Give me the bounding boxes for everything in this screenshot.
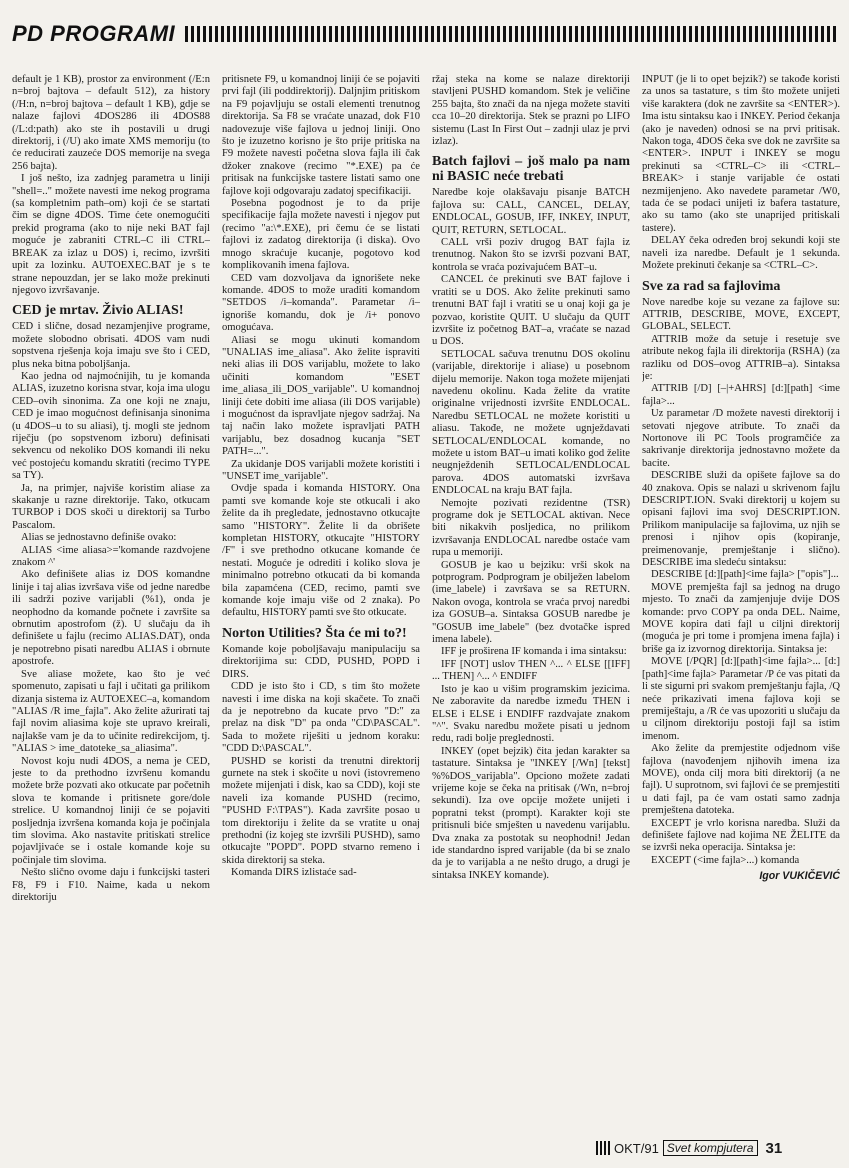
page-number: 31 <box>765 1139 783 1157</box>
syntax-line: IFF [NOT] uslov THEN ^... ^ ELSE [[IFF] ... THEN] ^... ^ ENDIFF <box>432 658 630 683</box>
paragraph: EXCEPT je vrlo korisna naredba. Služi da definišete fajlove nad kojima NE ŽELITE da se izvrši neka operacija. Sintaksa je: <box>642 817 840 854</box>
paragraph: IFF je proširena IF komanda i ima sintaksu: <box>441 646 627 658</box>
paragraph: Ako želite da premjestite odjednom više fajlova (navođenjem njihovih imena iza MOVE), onda cilj mora biti direktorij (a ne fajl). U suprotnom, svi fajlovi će se premjestiti u dati fajl, pa će vam ostati samo zadnja premještena datoteka. <box>642 743 840 817</box>
article-body <box>12 74 840 1124</box>
paragraph: Komande koje poboljšavaju manipulaciju sa direktorijima su: CDD, PUSHD, POPD i DIRS. <box>222 643 420 680</box>
syntax-line: DESCRIBE [d:][path]<ime fajla> ["opis"]... <box>651 569 839 581</box>
subheading: CED je mrtav. Živio ALIAS! <box>12 303 184 319</box>
paragraph: DESCRIBE služi da opišete fajlove sa do 40 znakova. Opis se nalazi u skrivenom fajlu DESCRIPT.ION. Svaki direktorij u kojem su opisani fajlovi ima svoj DESCRIPT.ION. Prilikom manipulacije sa fajlovima, uz njih se prenosi i njihov opis (kopiranje, preimenovanje, premještanje i slično). DESCRIBE ima sledeću sintaksu: <box>642 470 840 569</box>
magazine-name: Svet kompjutera <box>663 1140 758 1156</box>
page-header <box>12 14 838 54</box>
paragraph: pritisnete F9, u komandnoj liniji će se pojaviti prvi fajl (ili poddirektorij). Daljnjim pritiskom na F9 pojavljuju se ostali elementi trenutnog direktorija. Sa F8 se vraćate unazad, dok F10 nadovezuje više fajlova u jednoj liniji. Ono što je izuzetno korisno je što prije pritiska na F9 možete navesti početna slova fajla ili čak džoker znakove (recimo "*.EXE) pa će pritisak na funkcijske tastere listati samo one fajlove koji odgovaraju zadatoj specifikaciji. <box>222 74 420 197</box>
paragraph: Nemojte pozivati rezidentne (TSR) programe dok je SETLOCAL aktivan. Nece biti nikakvih posljedica, no prilikom izvršavanja ENDLOCAL naredbe ostaće vam rupa u memoriji. <box>432 497 630 559</box>
paragraph: Ovdje spada i komanda HISTORY. Ona pamti sve komande koje ste otkucali i ako želite da ih pregledate, jednostavno otkucajte samo "HISTORY". Želite li da obrišete kompletan HISTORY, otkucajte "HISTORY /F" i sve prethodno otkucane komande će nestati. Moguće je odrediti i koliko slova je minimalno potrebno otkucati da bi komanda bila zapamćena (CED, recimo, pamti sve komande koje imaju više od 2 znaka). Po defaultu, HISTORY pamti sve što otkucate. <box>222 483 420 619</box>
syntax-line: MOVE [/PQR] [d:][path]<ime fajla>... [d:][path]<ime fajla> Parametar /P će vas pitati da li ste sigurni pri svakom premještanju fajla, /Q neće prikazivati imena fajlova koji se premiještaju, a /R će vas upozoriti u slučaju da u ciljnom direktoriju postoji fajl sa istim imenom. <box>642 656 840 742</box>
paragraph: ržaj steka na kome se nalaze direktoriji stavljeni PUSHD komandom. Stek je veličine 255 bajta, što znači da na njega možete staviti cca 10–20 direktorija. Stek se prazni po LIFO sistemu (Last In First Out – zadnji ulaz je prvi izlaz). <box>432 74 630 148</box>
paragraph: CALL vrši poziv drugog BAT fajla iz trenutnog. Nakon što se izvrši pozvani BAT, kontrola se vraća pozivajućem BAT–u. <box>432 237 630 273</box>
paragraph: GOSUB je kao u bejziku: vrši skok na potprogram. Podprogram je obilježen labelom (ime_labele) i završava se sa RETURN. Nakon ovoga, kontrola se vraća prvoj naredbi iza GOSUB–a. Sintaksa GOSUB naredbe je "GOSUB ime_labele" (bez dvotačke ispred imena labele). <box>432 559 630 646</box>
paragraph: MOVE premješta fajl sa jednog na drugo mjesto. To znači da zamjenjuje dvije DOS komande: prvo COPY pa onda DEL. Naime, MOVE kopira dati fajl u ciljni direktorij (moguća je pri tome i promjena imena fajla) i briše ga iz izvornog direktorija. Sintaksa je: <box>642 581 840 655</box>
paragraph: Ja, na primjer, najviše koristim aliase za skakanje u razne direktorije. Tako, otkucam TURBOP i DOS skoči u direktorij sa Turbo Pascalom. <box>12 482 210 531</box>
paragraph: INPUT (je li to opet bejzik?) se takođe koristi za unos sa tastature, s tim što možete unijeti više karaktera (dok ne završite sa <ENTER>). Ima istu sintaksu kao i INKEY. Period čekanja (ako je naveden) odnosi se na prvi pritisak. Nakon toga, 4DOS čeka sve dok ne završite sa <ENTER>. INPUT i INKEY se mogu prekinuti sa <CTRL–C> ili <CTRL–BREAK> i stanje varijable će ostati nezmijenjeno. Ako navedete parametar /W0, tada će se podaci unijeti iz bafera tastature, ako su tamo (ako ste unaprijed pritiskali tastere). <box>642 74 840 234</box>
paragraph: Naredbe koje olakšavaju pisanje BATCH fajlova su: CALL, CANCEL, DELAY, ENDLOCAL, GOSUB, IFF, INKEY, INPUT, QUIT, RETURN, SETLOCAL. <box>432 187 630 236</box>
paragraph: Za ukidanje DOS varijabli možete koristiti i "UNSET ime_varijable". <box>222 458 420 482</box>
subheading: Batch fajlovi – još malo pa nam ni BASIC neće trebati <box>432 154 630 185</box>
author-signature: Igor VUKIČEVIĆ <box>759 870 840 883</box>
paragraph: CED vam dozvoljava da ignorišete neke komande. 4DOS to može uraditi komandom "SETDOS /i–komanda". Parametar /i– ignoriše komandu, dok je /i+ ponovo omogućava. <box>222 272 420 334</box>
paragraph: CANCEL će prekinuti sve BAT fajlove i vratiti se u DOS. Ako želite prekinuti samo trenutni BAT fajl i vratiti se u onaj koji ga je pozvao, koristite QUIT. U slučaju da QUIT izvršite iz početnog BAT–a, vraćate se nazad u DOS. <box>432 274 630 348</box>
footer-bars-icon <box>596 1141 610 1155</box>
paragraph: I još nešto, iza zadnjeg parametra u liniji "shell=.." možete navesti ime nekog programa (sa kompletnim path–om) koji će se startati čim se digne 4DOS. Time ćete onemogućiti prekid programa (ako to nije neki BAT fajl moguće je zabraniti CTRL–C ili CTRL–BREAK za izlaz u DOS) i, recimo, izvršiti upit za lozinku. AUTOEXEC.BAT je s te strane nepouzdan, jer se lako može prekinuti njegovo izvršavanje. <box>12 173 210 296</box>
paragraph: PUSHD se koristi da trenutni direktorij gurnete na stek i skočite u novi (istovremeno možete mijenjati i disk, kao sa CDD), koji ste naveli iza komande PUSHD (recimo, "PUSHD F:\TPAS"). Kada završite posao u tom direktoriju i želite da se vratite u onaj prethodni (iz kojeg ste izvršili PUSHD), samo otkucajte "POPD". POPD stvarno remeno i skida direktorij sa steka. <box>222 755 420 866</box>
column-2 <box>222 74 420 1124</box>
paragraph: CED i slične, dosad nezamjenjive programe, možete slobodno obrisati. 4DOS vam nudi sopstvena rješenja koja imaju sve što i CED, plus neka bitna poboljšanja. <box>12 321 210 370</box>
syntax-line: ATTRIB [/D] [–|+AHRS] [d:][path] <ime fajla>... <box>642 383 840 407</box>
paragraph: Komanda DIRS izlistaće sad- <box>231 867 357 879</box>
paragraph: default je 1 KB), prostor za environment (/E:n n=broj bajtova – default 512), za history (/H:n, n=broj bajtova – default 1 KB), gdje se nalaze fajlovi 4DOS286 ili 4DOS88 (/L:d:path) ako ste ih postavili u drugi direktorij, i (/U) ako imate XMS memoriju (to će reducirati zauzeće DOS memorije na svega 256 bajta). <box>12 74 210 172</box>
syntax-line: EXCEPT (<ime fajla>...) komanda <box>651 854 800 866</box>
paragraph: Sve aliase možete, kao što je već spomenuto, zapisati u fajl i učitati ga prilikom dizanja sistema iz AUTOEXEC–a, komandom "ALIAS /R ime_fajla". Ako želite ažurirati taj fajl novim aliasima koje ste upravo kreirali, najlakše vam je da to učinite redirekcijom, tj. "ALIAS > ime_datoteke_sa_aliasima". <box>12 668 210 755</box>
paragraph: Novost koju nudi 4DOS, a nema je CED, jeste to da prethodno izvršenu komandu možete brže pozvati ako otkucate par početnih slova te komande i pritisnete gore/dole strelice. U komandnoj liniji će se pojaviti posljednja izvršena komanda koja je počinjala tim slovima. Ako nastavite pritiskati strelice pojavljivaće se i ostale komande koje su počinjale tim slovima. <box>12 755 210 866</box>
subheading: Sve za rad sa fajlovima <box>642 278 781 294</box>
paragraph: SETLOCAL sačuva trenutnu DOS okolinu (varijable, direktorije i aliase) u posebnom dijelu memorije. Nakon toga možete mijenjati navedenu okolinu. Kada želite da vratite originalne vrijednosti izvršite ENDLOCAL. Naredbu SETLOCAL ne možete koristiti u aliasu. Takođe, ne možete ugnježdavati SETLOCAL/ENDLOCAL komande, no možete u istom BAT–u imati koliko god želite neugnježdenih SETLOCAL/ENDLOCAL parova. 4DOS automatski izvršava ENDLOCAL na kraju BAT fajla. <box>432 348 630 497</box>
paragraph: Kao jedna od najmoćnijih, tu je komanda ALIAS, izuzetno korisna stvar, koja ima ulogu CED–ovih sinonima. Za one koji ne znaju, CED je imao mogućnost definisanja sinonima (u 4DOS–u to su aliasi), tj. mogli ste jednom riječju (po sopstvenom izboru) definisati sekvencu od nekoliko DOS komandi ili neku već postojeću komandu skratiti (recimo TYPE sa TY). <box>12 370 210 482</box>
paragraph: ATTRIB može da setuje i resetuje sve atribute nekog fajla ili direktorija (RSHA) (za razliku od DOS–ovog ATTRIB–a). Sintaksa je: <box>642 333 840 382</box>
page-footer <box>596 1137 782 1159</box>
paragraph: Posebna pogodnost je to da prije specifikacije fajla možete navesti i njegov put (recimo "a:\*.EXE), pri čemu će se listati fajlovi iz zadatog direktorija (i diska). Ovo mnogo skraćuje kucanje, pogotovo kod komplikovanih imena fajlova. <box>222 198 420 272</box>
syntax-line: ALIAS <ime aliasa>='komande razdvojene znakom ^' <box>12 544 210 569</box>
column-3 <box>432 74 630 1124</box>
paragraph: Nešto slično ovome daju i funkcijski tasteri F8, F9 i F10. Naime, kada u nekom direktoriju <box>12 867 210 903</box>
paragraph: Uz parametar /D možete navesti direktorij i setovati njegove atribute. To znači da Nortonove ili PC Tools programčiće za sakrivanje direktorija jednostavno možete da bacite. <box>642 408 840 469</box>
paragraph: Ako definišete alias iz DOS komandne linije i taj alias izvršava više od jedne naredbe ili sadrži pozive varijabli (%1), onda je neophodno da komande počnete i završite sa obrnutim apostrofom (ž). U slučaju da ih definišete u fajlu (recimo ALIAS.DAT), onda je nepotrebno pisati naredbu ALIAS i obrnute apostrofe. <box>12 569 210 668</box>
paragraph: INKEY (opet bejzik) čita jedan karakter sa tastature. Sintaksa je "INKEY [/Wn] [tekst] %%DOS_varijabla". Opciono možete zadati vrijeme koje se čeka na pritisak (/Wn, n=broj sekundi). Iza ove opcije možete unijeti i popratni tekst (prompt). Karakter koji ste pritisnuli biće smješten u navedenu varijablu. Dva znaka za postotak su neophodni! Jedan ide standardno ispred varijable (da bi se znalo da je to varijabla a ne nešto drugo, a drugi je sintaksa INKEY komande). <box>432 745 630 881</box>
paragraph: CDD je isto što i CD, s tim što možete navesti i ime diska na koji skačete. To znači da je nepotrebno da kucate prvo "D:" za prelaz na disk "D" pa onda "CD\PASCAL". Sada to možete riješiti u jednom koraku: "CDD D:\PASCAL". <box>222 681 420 755</box>
paragraph: Aliasi se mogu ukinuti komandom "UNALIAS ime_aliasa". Ako želite ispraviti neki alias ili DOS varijablu, možete to lako učiniti komandom "ESET ime_aliasa_ili_DOS_varijable". U komandnoj liniji ćete dobiti ime aliasa (ili DOS varijable) i mogućnost da ispravljate njegov sadržaj. Na taj način lako možete ispravljati PATH varijablu, bez dosadnog kucanja "SET PATH=...". <box>222 334 420 458</box>
header-rule <box>185 26 838 42</box>
paragraph: Alias se jednostavno definiše ovako: <box>21 532 177 544</box>
issue-label: OKT/91 <box>614 1140 659 1156</box>
column-4 <box>642 74 840 1124</box>
section-title: PD PROGRAMI <box>12 21 176 46</box>
paragraph: DELAY čeka određen broj sekundi koji ste naveli iza naredbe. Default je 1 sekunda. Možete prekinuti čekanje sa <CTRL–C>. <box>642 235 840 272</box>
paragraph: Nove naredbe koje su vezane za fajlove su: ATTRIB, DESCRIBE, MOVE, EXCEPT, GLOBAL, SELECT. <box>642 296 840 333</box>
subheading: Norton Utilities? Šta će mi to?! <box>222 625 407 641</box>
column-1 <box>12 74 210 1124</box>
paragraph: Isto je kao u višim programskim jezicima. Ne zaboravite da naredbe između THEN i ELSE i ELSE i ENDIFF razdvajate znakom "^". Svaku naredbu možete pisati u jednom redu, radi bolje preglednosti. <box>432 683 630 745</box>
